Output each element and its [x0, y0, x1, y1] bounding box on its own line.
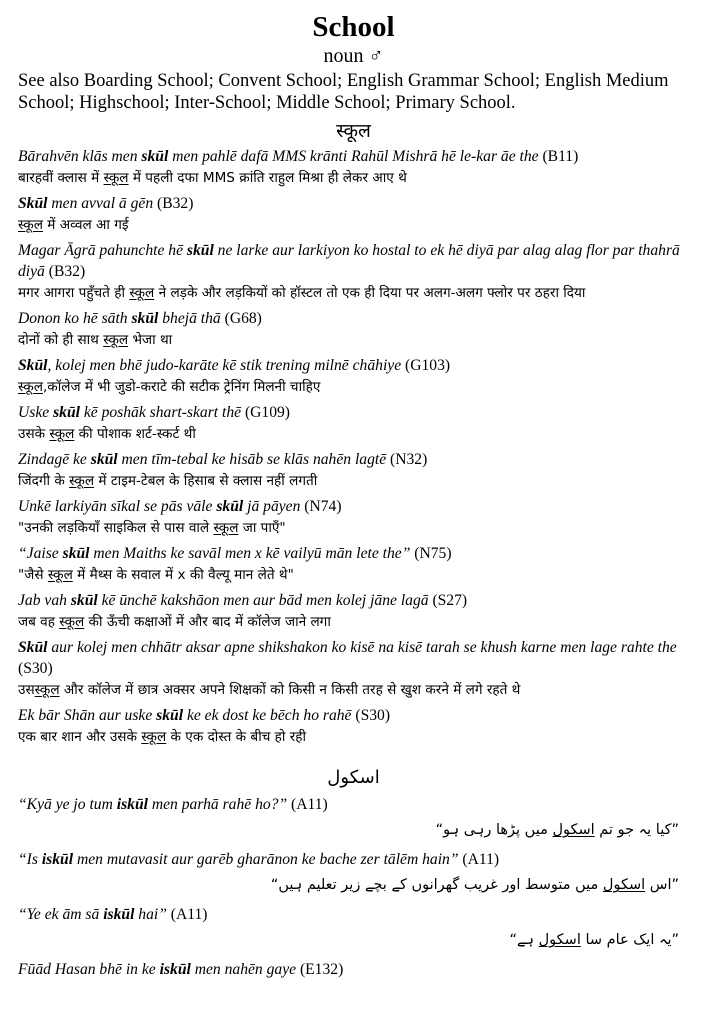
headword-native-underlined: स्कूल	[59, 614, 85, 630]
headword-native-underlined: स्कूल	[213, 520, 239, 536]
urdu-example	[18, 925, 689, 955]
native-text: भेजा था	[128, 332, 173, 348]
example-entry	[18, 240, 689, 304]
headword-highlight: skūl	[62, 545, 90, 562]
hindi-example	[18, 376, 689, 398]
headword-native-underlined: स्कूल	[34, 682, 60, 698]
transliteration-line	[18, 496, 689, 517]
hindi-example	[18, 517, 689, 539]
headword-native-underlined: स्कूल	[47, 567, 73, 583]
translit-text: Bārahvēn klās men	[18, 148, 142, 165]
headword-highlight: skūl	[90, 451, 118, 468]
hindi-example	[18, 470, 689, 492]
translit-text: ke ek dost ke bēch ho rahē	[183, 707, 352, 724]
hindi-example	[18, 726, 689, 748]
urdu-example	[18, 870, 689, 900]
headword: School	[312, 11, 395, 43]
hindi-example	[18, 564, 689, 586]
transliteration-line	[18, 543, 689, 564]
headword-native-underlined: स्कूल	[103, 170, 129, 186]
urdu-heading: اسکول	[327, 767, 380, 788]
transliteration-line	[18, 959, 689, 980]
example-entry	[18, 590, 689, 633]
translit-text: Magar Āgrā pahunchte hē	[18, 242, 187, 259]
translit-text: kē poshāk shart-skart thē	[79, 404, 242, 421]
native-text: में टाइम-टेबल के हिसाब से क्लास नहीं लगती	[94, 473, 318, 489]
source-reference: (N75)	[410, 545, 452, 562]
example-entry	[18, 308, 689, 351]
translit-text: “Is	[18, 851, 42, 868]
source-reference: (S30)	[18, 660, 53, 677]
urdu-example-entry	[18, 959, 689, 980]
example-entry	[18, 543, 689, 586]
headword-native-underlined: स्कूल	[18, 217, 43, 233]
headword-highlight: iskūl	[159, 961, 191, 978]
native-text: ,कॉलेज में भी जुडो-कराटे की सटीक ट्रेनिंग मिलनी चाहिए	[42, 379, 321, 395]
hindi-example	[18, 167, 689, 189]
native-text: "उनकी लड़कियाँ साइकिल से पास वाले	[18, 520, 214, 536]
native-text: एक बार शान और उसके	[18, 729, 142, 745]
native-text: میں متوسط اور غریب گھرانوں کے بچے زیر تعلیم ہیں“	[270, 877, 603, 893]
example-entry	[18, 355, 689, 398]
transliteration-line	[18, 240, 689, 282]
translit-text: Uske	[18, 404, 54, 421]
translit-text: Jab vah	[18, 592, 71, 609]
transliteration-line	[18, 402, 689, 423]
transliteration-line	[18, 849, 689, 870]
headword-native-underlined: स्कूल	[129, 285, 155, 301]
translit-text: hai”	[134, 906, 167, 923]
hindi-heading: स्कूल	[336, 120, 371, 142]
source-reference: (G103)	[401, 357, 451, 374]
source-reference: (B32)	[44, 263, 86, 280]
headword-native-underlined: स्कूल	[49, 426, 75, 442]
headword-highlight: skūl	[186, 242, 214, 259]
translit-text: Ek bār Shān aur uske	[18, 707, 157, 724]
source-reference: (A11)	[287, 796, 328, 813]
native-text: जा पाएँ"	[238, 520, 286, 536]
transliteration-line	[18, 308, 689, 329]
source-reference: (S27)	[428, 592, 468, 609]
headword-highlight: Skūl	[18, 639, 48, 656]
translit-text: Donon ko hē sāth	[18, 310, 132, 327]
translit-text: , kolej men bhē judo-karāte kē stik trening milnē chāhiye	[47, 357, 402, 374]
native-text: "जैसे	[18, 567, 48, 583]
translit-text: jā pāyen	[243, 498, 301, 515]
hindi-example	[18, 329, 689, 351]
translit-text: “Ye ek ām sā	[18, 906, 104, 923]
native-text: जिंदगी के	[18, 473, 70, 489]
translit-text: Unkē larkiyān sīkal se pās vāle	[18, 498, 217, 515]
headword-highlight: skūl	[131, 310, 159, 327]
transliteration-line	[18, 193, 689, 214]
headword-native-underlined: اسکول	[552, 822, 595, 838]
headword-highlight: Skūl	[18, 357, 48, 374]
transliteration-line	[18, 449, 689, 470]
headword-highlight: Skūl	[18, 195, 48, 212]
native-text: ”اس	[645, 877, 679, 893]
headword-highlight: iskūl	[41, 851, 74, 868]
native-text: ”کیا یہ جو تم	[594, 822, 679, 838]
native-text: और कॉलेज में छात्र अक्सर अपने शिक्षकों को किसी न किसी तरह से खुश करने में लगे रहते थे	[59, 682, 521, 698]
source-reference: (E132)	[296, 961, 344, 978]
urdu-example-entry	[18, 849, 689, 900]
example-entry	[18, 496, 689, 539]
native-text: जब वह	[18, 614, 60, 630]
hindi-example	[18, 423, 689, 445]
headword-native-underlined: اسکول	[538, 932, 581, 948]
translit-text: men mutavasit aur garēb gharānon ke bache zer tālēm hain”	[73, 851, 459, 868]
native-text: की पोशाक शर्ट-स्कर्ट थी	[74, 426, 196, 442]
headword-native-underlined: स्कूल	[103, 332, 129, 348]
translit-text: men avval ā gēn	[47, 195, 154, 212]
native-text: की ऊँची कक्षाओं में और बाद में कॉलेज जाने लगा	[84, 614, 331, 630]
headword-highlight: skūl	[141, 148, 169, 165]
native-text: میں پڑھا رہی ہو“	[435, 822, 553, 838]
translit-text: “Jaise	[18, 545, 63, 562]
source-reference: (S30)	[351, 707, 391, 724]
hindi-example	[18, 282, 689, 304]
native-text: में पहली दफा MMS क्रांति राहुल मिश्रा ही लेकर आए थे	[128, 170, 407, 186]
native-text: ने लड़के और लड़कियों को हॉस्टल तो एक ही दिया पर अलग-अलग फ्लोर पर ठहरा दिया	[154, 285, 586, 301]
headword-highlight: iskūl	[103, 906, 135, 923]
headword-highlight: skūl	[156, 707, 184, 724]
source-reference: (G109)	[241, 404, 290, 421]
transliteration-line	[18, 590, 689, 611]
translit-text: men tīm-tebal ke hisāb se klās nahēn lagtē	[117, 451, 387, 468]
translit-text: men nahēn gaye	[190, 961, 297, 978]
urdu-example-entry	[18, 904, 689, 955]
example-entry	[18, 402, 689, 445]
translit-text: kē ūnchē kakshāon men aur bād men kolej jāne lagā	[97, 592, 429, 609]
source-reference: (N74)	[300, 498, 342, 515]
urdu-example	[18, 815, 689, 845]
hindi-entries	[18, 146, 689, 748]
headword-highlight: iskūl	[116, 796, 148, 813]
native-text: बारहवीं क्लास में	[18, 170, 104, 186]
headword-native-underlined: اسکول	[602, 877, 646, 893]
transliteration-line	[18, 904, 689, 925]
native-text: उस	[18, 682, 35, 698]
headword-native-underlined: स्कूल	[69, 473, 95, 489]
source-reference: (G68)	[220, 310, 262, 327]
transliteration-line	[18, 355, 689, 376]
headword-native-underlined: स्कूल	[141, 729, 167, 745]
headword-highlight: skūl	[216, 498, 244, 515]
native-text: के एक दोस्त के बीच हो रही	[166, 729, 307, 745]
example-entry	[18, 705, 689, 748]
translit-text: men parhā rahē ho?”	[147, 796, 288, 813]
example-entry	[18, 146, 689, 189]
example-entry	[18, 193, 689, 236]
translit-text: aur kolej men chhātr aksar apne shikshakon ko kisē na kisē tarah se khush karne men lage rahte the	[47, 639, 677, 656]
translit-text: Zindagē ke	[18, 451, 91, 468]
native-text: मगर आगरा पहुँचते ही	[18, 285, 130, 301]
translit-text: men pahlē dafā MMS	[168, 148, 310, 165]
native-text: में अव्वल आ गई	[42, 217, 129, 233]
native-text: ”یہ ایک عام سا	[580, 932, 679, 948]
see-also: See also Boarding School; Convent School; English Grammar School; English Medium School; Highschool; Inter-School; Middle School; Primary School.	[18, 71, 669, 113]
transliteration-line	[18, 146, 689, 167]
hindi-example	[18, 214, 689, 236]
native-text: में मैथ्स के सवाल में x की वैल्यू मान लेते थे"	[72, 567, 294, 583]
translit-text: ne larke aur larkiyon ko hostal to ek hē diyā par alag alag flor par thahrā diyā	[18, 242, 680, 280]
source-reference: (B32)	[153, 195, 194, 212]
headword-native-underlined: स्कूल	[18, 379, 43, 395]
translit-text: “Kyā ye jo tum	[18, 796, 117, 813]
source-reference: (B11)	[538, 148, 579, 165]
transliteration-line	[18, 705, 689, 726]
native-text: ہے“	[509, 932, 539, 948]
source-reference: (N32)	[386, 451, 428, 468]
headword-highlight: skūl	[70, 592, 98, 609]
transliteration-line	[18, 794, 689, 815]
native-text: उसके	[18, 426, 50, 442]
headword-highlight: skūl	[53, 404, 80, 421]
native-text: दोनों को ही साथ	[18, 332, 104, 348]
hindi-example	[18, 679, 689, 701]
source-reference: (A11)	[458, 851, 500, 868]
transliteration-line	[18, 637, 689, 679]
translit-text: krānti Rahūl Mishrā hē le-kar āe the	[309, 148, 539, 165]
translit-text: bhejā thā	[158, 310, 221, 327]
example-entry	[18, 449, 689, 492]
urdu-example-entry	[18, 794, 689, 845]
part-of-speech: noun ♂	[323, 45, 384, 67]
translit-text: Fūād Hasan bhē in ke	[18, 961, 160, 978]
urdu-entries	[18, 794, 689, 980]
hindi-example	[18, 611, 689, 633]
example-entry	[18, 637, 689, 701]
source-reference: (A11)	[166, 906, 208, 923]
translit-text: men Maiths ke savāl men x kē vailyū mān lete the”	[89, 545, 411, 562]
